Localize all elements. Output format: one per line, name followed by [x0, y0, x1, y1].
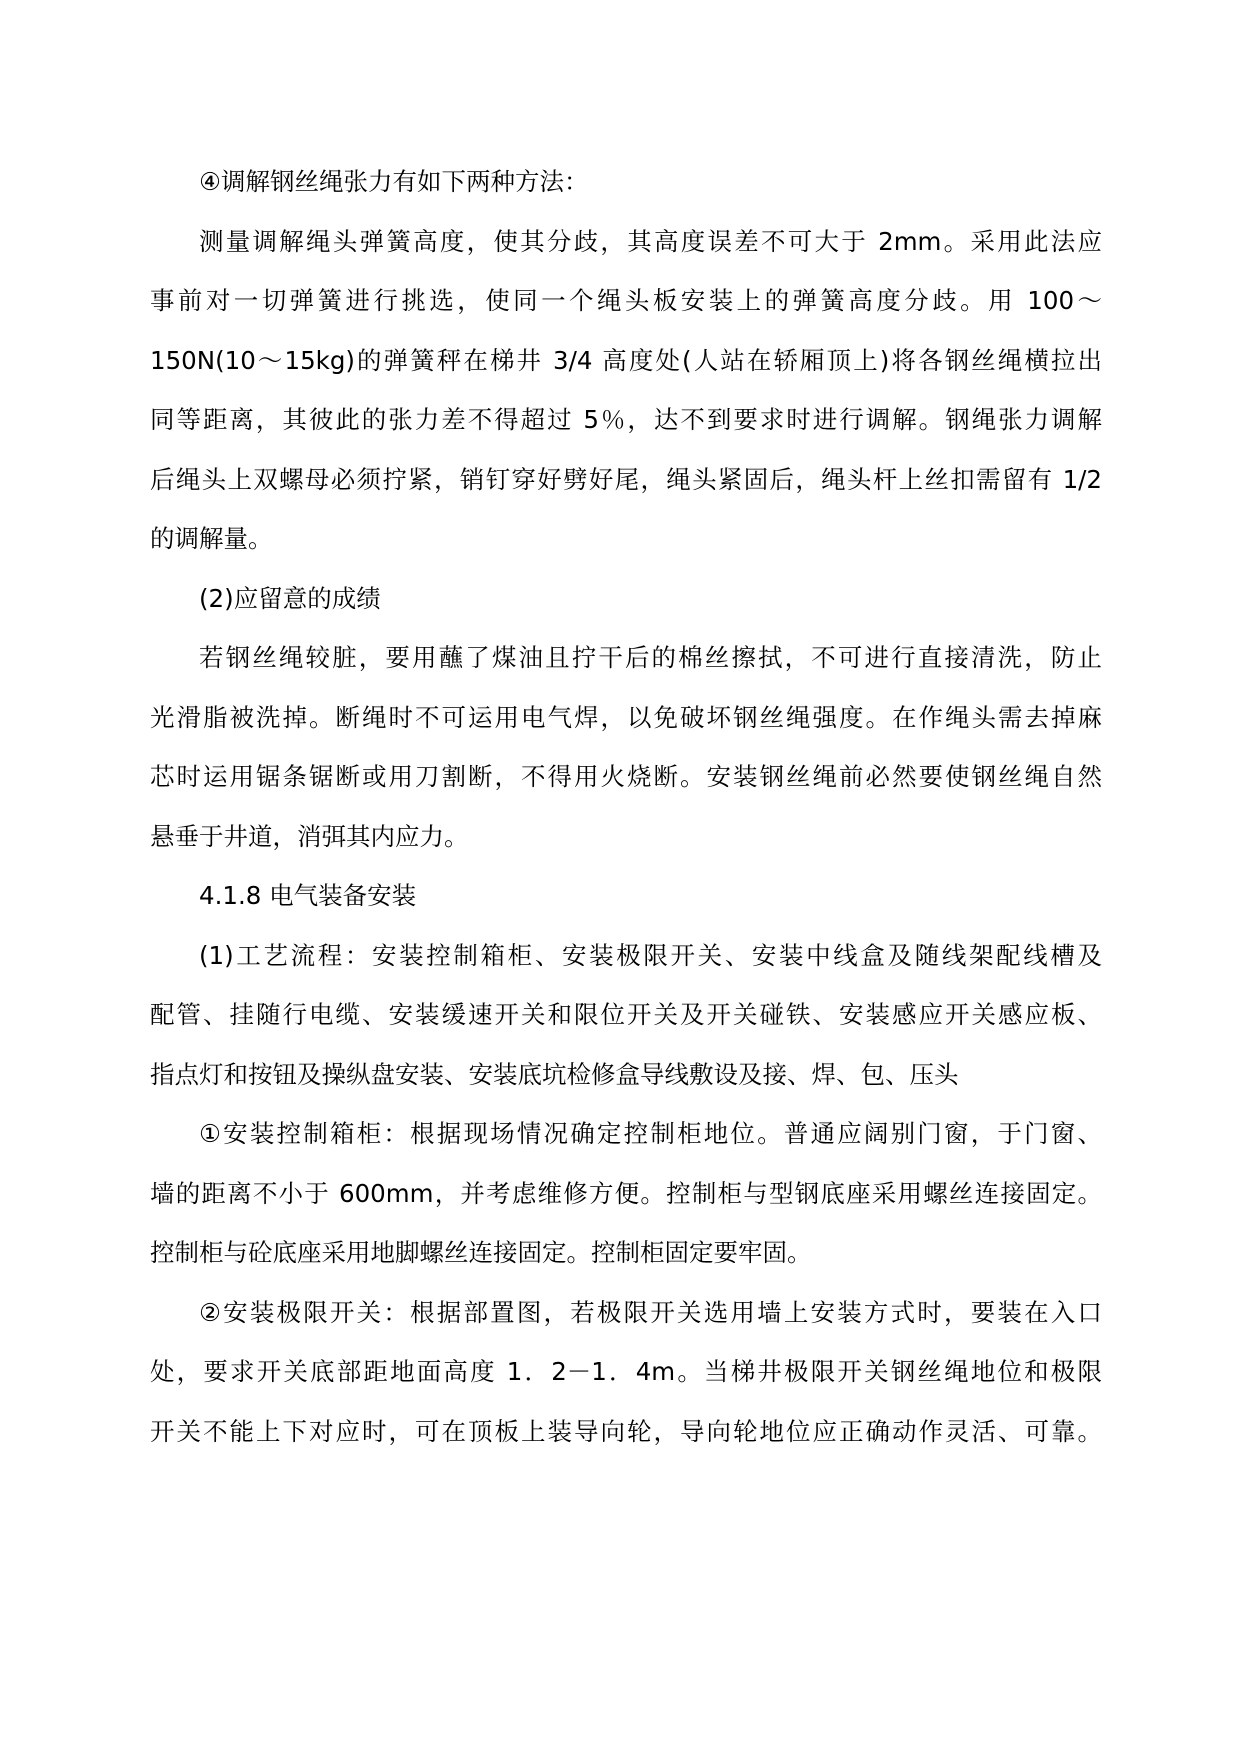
text-line: 芯时运用锯条锯断或用刀割断，不得用火烧断。安装钢丝绳前必然要使钢丝绳自然 [150, 762, 1102, 791]
text-line: 控制柜与砼底座采用地脚螺丝连接固定。控制柜固定要牢固。 [150, 1238, 812, 1267]
paragraph-rope-cleaning [150, 628, 1102, 866]
text-line: ④调解钢丝绳张力有如下两种方法： [199, 167, 589, 196]
paragraph-tension-methods-heading [150, 152, 1102, 212]
text-line: 配管、挂随行电缆、安装缓速开关和限位开关及开关碰铁、安装感应开关感应板、 [150, 1000, 1102, 1029]
text-line: 150N(10～15kg)的弹簧秤在梯井 3/4 高度处(人站在轿厢顶上)将各钢丝绳横拉出 [150, 345, 1102, 375]
paragraph-spring-height-method [150, 212, 1102, 569]
text-line: 开关不能上下对应时，可在顶板上装导向轮，导向轮地位应正确动作灵活、可靠。 [150, 1416, 1102, 1446]
text-line: 悬垂于井道，消弭其内应力。 [150, 821, 469, 851]
text-line: 测量调解绳头弹簧高度，使其分歧，其高度误差不可大于 2mm。采用此法应 [199, 226, 1102, 256]
document-page [150, 152, 1102, 1461]
text-line: 后绳头上双螺母必须拧紧，销钉穿好劈好尾，绳头紧固后，绳头杆上丝扣需留有 1/2 [150, 464, 1102, 494]
text-line: 若钢丝绳较脏，要用蘸了煤油且拧干后的棉丝擦拭，不可进行直接清洗，防止 [199, 643, 1102, 672]
text-line: 同等距离，其彼此的张力差不得超过 5％，达不到要求时进行调解。钢绳张力调解 [150, 405, 1102, 434]
text-line: 的调解量。 [150, 524, 273, 553]
text-line: (1)工艺流程：安装控制箱柜、安装极限开关、安装中线盒及随线架配线槽及 [199, 940, 1102, 970]
paragraph-notes-heading [150, 569, 1102, 629]
text-line: 墙的距离不小于 600mm，并考虑维修方便。控制柜与型钢底座采用螺丝连接固定。 [150, 1178, 1102, 1208]
paragraph-limit-switch [150, 1283, 1102, 1462]
text-line: 光滑脂被洗掉。断绳时不可运用电气焊，以免破坏钢丝绳强度。在作绳头需去掉麻 [150, 702, 1102, 732]
text-line: 处，要求开关底部距地面高度 1．2－1．4m。当梯井极限开关钢丝绳地位和极限 [150, 1357, 1102, 1386]
text-line: 4.1.8 电气装备安装 [199, 881, 417, 910]
paragraph-process-flow [150, 926, 1102, 1105]
text-line: ②安装极限开关：根据部置图，若极限开关选用墙上安装方式时，要装在入口 [199, 1297, 1102, 1327]
text-line: (2)应留意的成绩 [199, 583, 381, 613]
text-line: ①安装控制箱柜：根据现场情况确定控制柜地位。普通应阔别门窗，于门窗、 [199, 1119, 1102, 1148]
text-line: 指点灯和按钮及操纵盘安装、安装底坑检修盒导线敷设及接、焊、包、压头 [150, 1059, 959, 1089]
section-heading-electrical-installation [150, 866, 1102, 926]
paragraph-control-cabinet [150, 1104, 1102, 1283]
text-line: 事前对一切弹簧进行挑选，使同一个绳头板安装上的弹簧高度分歧。用 100～ [150, 286, 1102, 315]
